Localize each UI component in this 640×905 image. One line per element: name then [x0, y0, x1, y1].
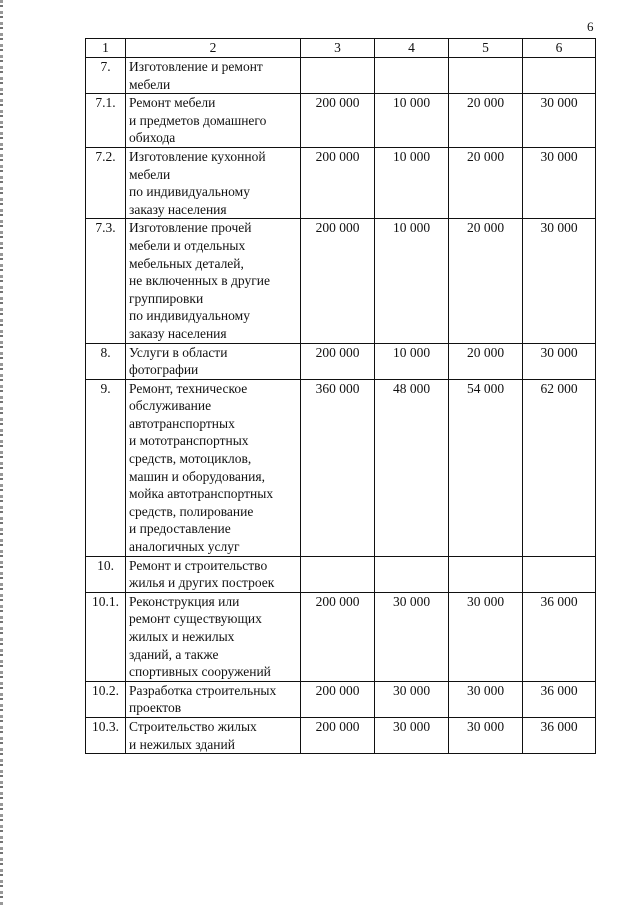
value-col-4: 10 000 [375, 147, 449, 218]
value-col-5: 20 000 [449, 219, 523, 343]
value-col-4: 10 000 [375, 94, 449, 148]
value-col-4: 30 000 [375, 592, 449, 681]
value-col-3 [301, 556, 375, 592]
activity-name: Строительство жилых и нежилых зданий [126, 717, 301, 753]
row-number: 7. [86, 58, 126, 94]
table-row [86, 94, 596, 148]
value-col-6: 36 000 [523, 681, 596, 717]
activity-name: Разработка строительных проектов [126, 681, 301, 717]
value-col-6: 30 000 [523, 219, 596, 343]
activity-name: Изготовление прочей мебели и отдельных мебельных деталей, не включенных в другие группировки по индивидуальному заказу населения [126, 219, 301, 343]
activity-name: Ремонт и строительство жилья и других построек [126, 556, 301, 592]
row-number: 10.3. [86, 717, 126, 753]
activity-name: Изготовление кухонной мебели по индивидуальному заказу населения [126, 147, 301, 218]
table-row [86, 379, 596, 556]
table-header [86, 39, 596, 58]
column-header: 2 [126, 39, 301, 58]
value-col-3: 200 000 [301, 592, 375, 681]
activity-name: Ремонт, техническое обслуживание автотранспортных и мототранспортных средств, мотоциклов, машин и оборудования, мойка автотранспортных средств, полирование и предоставление аналогичных услуг [126, 379, 301, 556]
activity-name: Изготовление и ремонт мебели [126, 58, 301, 94]
activity-name: Ремонт мебели и предметов домашнего обихода [126, 94, 301, 148]
table-row [86, 681, 596, 717]
table-row [86, 219, 596, 343]
value-col-6 [523, 556, 596, 592]
column-header: 1 [86, 39, 126, 58]
value-col-5: 30 000 [449, 681, 523, 717]
activity-name: Реконструкция или ремонт существующих жилых и нежилых зданий, а также спортивных сооружений [126, 592, 301, 681]
row-number: 7.3. [86, 219, 126, 343]
header-row [86, 39, 596, 58]
value-col-3: 200 000 [301, 681, 375, 717]
value-col-6: 30 000 [523, 94, 596, 148]
value-col-5 [449, 58, 523, 94]
value-col-3: 360 000 [301, 379, 375, 556]
table-row [86, 58, 596, 94]
value-col-4: 10 000 [375, 343, 449, 379]
value-col-6 [523, 58, 596, 94]
tariff-table [85, 38, 596, 754]
value-col-5: 20 000 [449, 343, 523, 379]
table-row [86, 592, 596, 681]
value-col-3: 200 000 [301, 717, 375, 753]
row-number: 10.2. [86, 681, 126, 717]
value-col-4: 30 000 [375, 681, 449, 717]
row-number: 10.1. [86, 592, 126, 681]
value-col-5: 30 000 [449, 592, 523, 681]
row-number: 7.2. [86, 147, 126, 218]
activity-name: Услуги в области фотографии [126, 343, 301, 379]
value-col-3: 200 000 [301, 219, 375, 343]
row-number: 9. [86, 379, 126, 556]
column-header: 5 [449, 39, 523, 58]
scan-edge [0, 0, 3, 905]
column-header: 4 [375, 39, 449, 58]
value-col-5: 20 000 [449, 147, 523, 218]
value-col-6: 30 000 [523, 343, 596, 379]
row-number: 7.1. [86, 94, 126, 148]
column-header: 6 [523, 39, 596, 58]
value-col-5: 20 000 [449, 94, 523, 148]
table-body [86, 58, 596, 754]
value-col-4: 10 000 [375, 219, 449, 343]
value-col-3 [301, 58, 375, 94]
value-col-4 [375, 556, 449, 592]
table-row [86, 717, 596, 753]
value-col-3: 200 000 [301, 343, 375, 379]
row-number: 10. [86, 556, 126, 592]
value-col-5: 30 000 [449, 717, 523, 753]
value-col-4: 30 000 [375, 717, 449, 753]
value-col-3: 200 000 [301, 94, 375, 148]
row-number: 8. [86, 343, 126, 379]
value-col-5 [449, 556, 523, 592]
value-col-4: 48 000 [375, 379, 449, 556]
value-col-6: 30 000 [523, 147, 596, 218]
value-col-3: 200 000 [301, 147, 375, 218]
value-col-6: 36 000 [523, 592, 596, 681]
table-row [86, 343, 596, 379]
column-header: 3 [301, 39, 375, 58]
page-number: 6 [587, 19, 594, 34]
table-row [86, 147, 596, 218]
value-col-6: 62 000 [523, 379, 596, 556]
value-col-4 [375, 58, 449, 94]
table-row [86, 556, 596, 592]
value-col-5: 54 000 [449, 379, 523, 556]
value-col-6: 36 000 [523, 717, 596, 753]
